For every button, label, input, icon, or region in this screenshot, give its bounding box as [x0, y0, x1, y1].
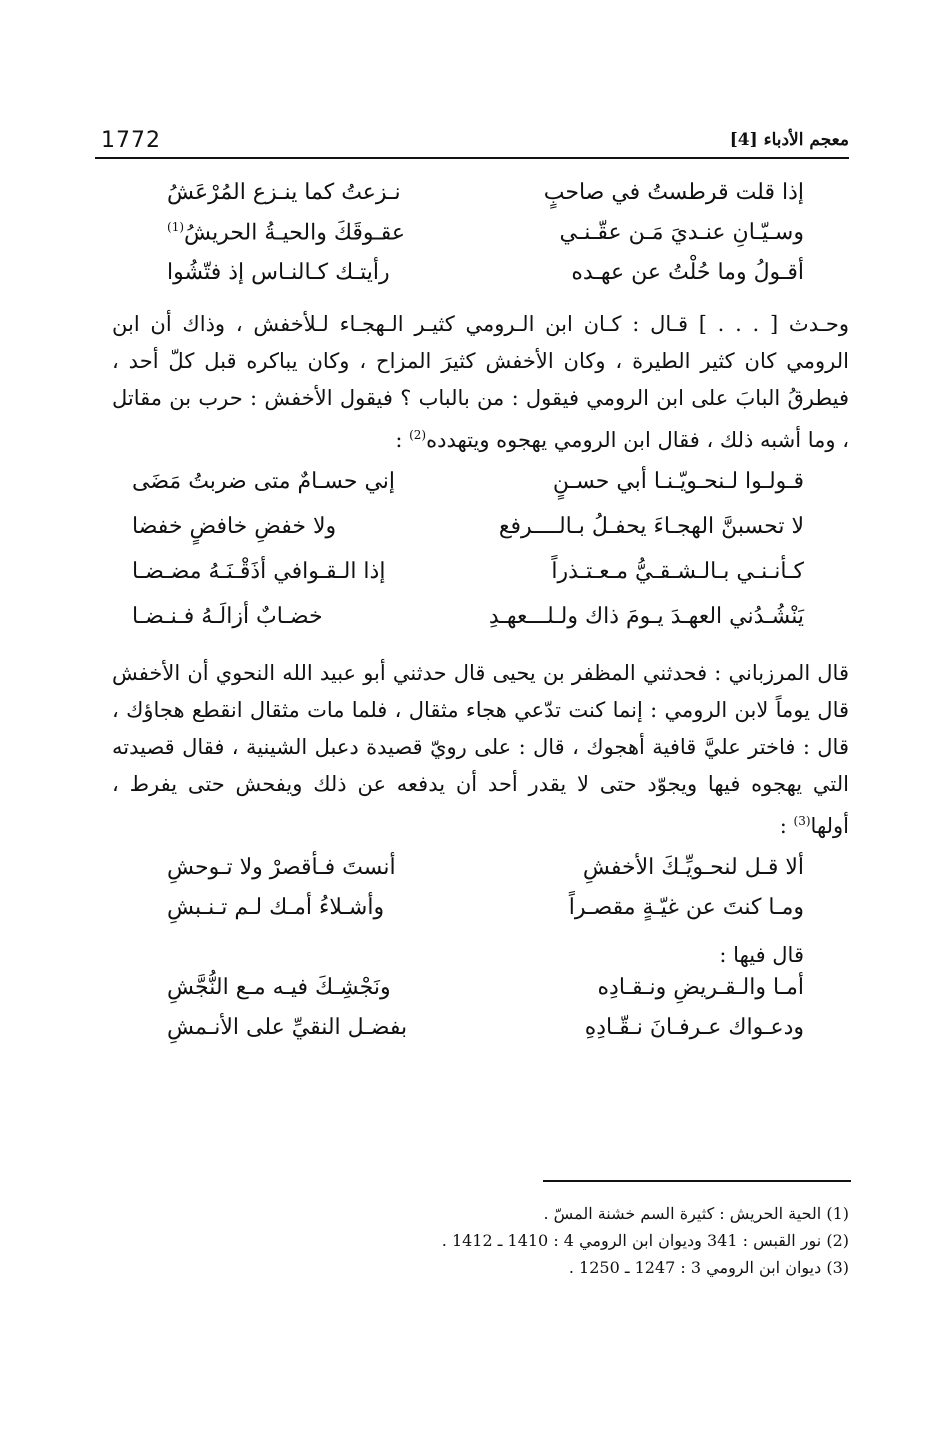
- verse-first-hemistich: أمـا والـقـريضِ ونـقـادِه: [597, 975, 804, 1000]
- page-number: 1772: [101, 128, 161, 153]
- footnote-marker: (3): [793, 814, 811, 828]
- paragraph-text: [112, 655, 849, 845]
- verse-first-hemistich: ودعـواك عـرفـانَ نـقّـادِهِ: [584, 1015, 804, 1040]
- verse-second-hemistich: إذا الـقـوافي أذَقْـنَـهُ مضـضـا: [132, 559, 386, 584]
- verse-first-hemistich: ألا قـل لنحـويِّـكَ الأخفشِ: [582, 855, 804, 880]
- verse-first-hemistich: وسـيّـانِ عنـديَ مَـن عقّـنـي: [559, 220, 804, 245]
- verse-first-hemistich: يَنْشُـدُني العهـدَ يـومَ ذاك ولـلـــعهـدِ: [488, 604, 804, 629]
- verse-line: [167, 1015, 804, 1055]
- prose-tail: :: [779, 814, 794, 838]
- header-rule: [95, 157, 849, 159]
- running-title: معجم الأدباء [4]: [729, 130, 849, 150]
- verse-second-hemistich: ولا خفضِ خافضٍ خفضا: [132, 514, 337, 539]
- footnote-1: (1) الحية الحريش : كثيرة السم خشنة المسّ .: [543, 1204, 849, 1223]
- verse-first-hemistich: لا تحسبنَّ الهجـاءَ يحفـلُ بـالــــرفع: [498, 514, 804, 539]
- paragraph-text: [112, 306, 849, 459]
- footnote-2: (2) نور القبس : 341 وديوان ابن الرومي 4 : 1410 ـ 1412 .: [441, 1231, 849, 1250]
- verse-second-hemistich: إني حسـامٌ متى ضربتُ مَضَى: [132, 469, 396, 494]
- verse-second-hemistich: نـزعتُ كما ينـزع المُرْعَشُ: [167, 180, 401, 205]
- verse-text: عقـوقَكَ والحيـةُ الحريشُ: [184, 220, 405, 246]
- verse-line: [167, 895, 804, 935]
- footnote-marker: (2): [409, 428, 427, 442]
- verse-first-hemistich: إذا قلت قرطستُ في صاحبٍ: [543, 180, 804, 205]
- verse-line: [167, 855, 804, 895]
- footnote-rule: [543, 1180, 851, 1182]
- verse-first-hemistich: أقـولُ وما حُلْتُ عن عهـده: [571, 260, 804, 285]
- verse-second-hemistich: ونَجْشِـكَ فيـه مـع النُّجَّشِ: [167, 975, 391, 1000]
- poem-2: [112, 469, 849, 649]
- verse-second-hemistich: [167, 220, 460, 245]
- verse-second-hemistich: رأيتـك كـالنـاس إذ فتّشُوا: [167, 260, 390, 285]
- prose-text: قال المرزباني : فحدثني المظفر بن يحيى قال حدثني أبو عبيد الله النحوي أن الأخفش قال يوماً لابن الرومي : إنما كنت تدّعي هجاء مثقال ، فلما مات مثقال انقطع هجاؤك ، قال : فاختر عليَّ قافية أهجوك ، قال : على رويّ قصيدة دعبل الشينية ، فقال قصيدته التي يهجوه فيها ويجوّد حتى لا يقدر أحد أن يدفعه عن ذلك ويفحش حتى يفرط ، أولها: [112, 661, 849, 838]
- verse-line: [167, 975, 804, 1015]
- prose-tail: :: [395, 428, 410, 452]
- verse-line: [132, 604, 804, 649]
- verse-second-hemistich: بفضـل النقيِّ على الأنـمشِ: [167, 1015, 408, 1040]
- section-label: قال فيها :: [719, 943, 804, 967]
- verse-first-hemistich: قـولـوا لـنحـويّـنـا أبي حسـنٍ: [552, 469, 804, 494]
- footnote-3: (3) ديوان ابن الرومي 3 : 1247 ـ 1250 .: [568, 1258, 849, 1277]
- prose-text: وحـدث [ . . . ] قـال : كـان ابن الـرومي كثيـر الـهجـاء لـلأخفش ، وذاك أن ابن الرومي كان كثير الطيرة ، وكان الأخفش كثيرَ المزاح ، وكان يباكره قبل كلّ أحد ، فيطرقُ البابَ على ابن الرومي فيقول : من بالباب ؟ فيقول الأخفش : حرب بن مقاتل ، وما أشبه ذلك ، فقال ابن الرومي يهجوه ويتهدده: [112, 312, 849, 452]
- poem-3: [112, 855, 849, 935]
- page-header: [95, 120, 849, 160]
- poem-1: [112, 180, 849, 300]
- paragraph-1: [112, 306, 849, 459]
- verse-second-hemistich: خضـابٌ أزالَـهُ فـنـضـا: [132, 604, 323, 629]
- paragraph-2: [112, 655, 849, 845]
- verse-line: [167, 220, 804, 260]
- verse-line: [132, 469, 804, 514]
- poem-4: [112, 975, 849, 1055]
- footnotes: [95, 1200, 849, 1281]
- main-text: [112, 180, 849, 1055]
- verse-second-hemistich: وأشـلاءُ أمـك لـم تـنـبشِ: [167, 895, 385, 920]
- verse-line: [132, 514, 804, 559]
- verse-second-hemistich: أنستَ فـأقصرْ ولا تـوحشِ: [167, 855, 396, 880]
- footnote-marker: (1): [167, 220, 185, 234]
- verse-first-hemistich: ومـا كنتَ عن غيّـةٍ مقصـراً: [568, 895, 804, 920]
- verse-line: [167, 180, 804, 220]
- verse-line: [132, 559, 804, 604]
- verse-first-hemistich: كـأنـنـي بـالـشـقـيُّ مـعـتـذراً: [551, 559, 804, 584]
- verse-line: [167, 260, 804, 300]
